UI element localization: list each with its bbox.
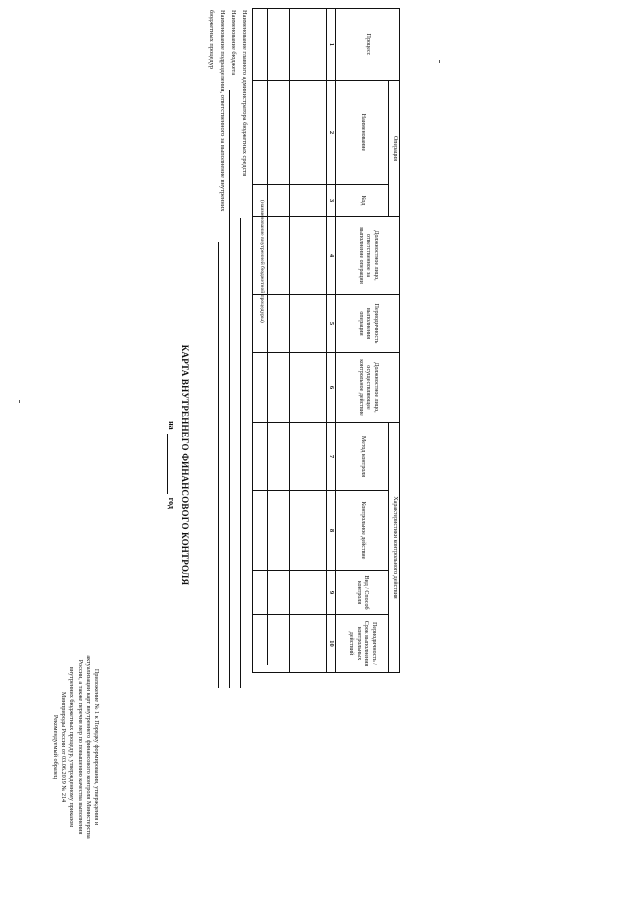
year-prefix: на (167, 421, 176, 430)
header-row-groups (389, 9, 400, 673)
year-blank (167, 434, 176, 494)
table-cell[interactable] (253, 81, 290, 185)
col-process: Процесс (336, 9, 400, 81)
col-operation-frequency: Периодичность выполнения операции (336, 295, 400, 353)
table-cell[interactable] (253, 571, 290, 615)
year-line (167, 300, 176, 630)
appendix-sample-label: Рекомендуемый образец (51, 714, 59, 780)
appendix-line: внутренних бюджетных процедур, утвержденному приказом (68, 666, 76, 828)
division-line (218, 242, 219, 688)
table-cell[interactable] (253, 615, 290, 673)
scan-speck (19, 400, 20, 403)
table-cell[interactable] (253, 217, 290, 295)
table-cell[interactable] (290, 295, 327, 353)
group-operation: Операция (389, 81, 400, 217)
group-control-characteristics: Характеристики контрольного действия (389, 423, 400, 673)
table-cell[interactable] (253, 295, 290, 353)
table-cell[interactable] (290, 81, 327, 185)
table-cell[interactable] (253, 423, 290, 491)
admin-field (239, 10, 250, 710)
table-cell[interactable] (253, 491, 290, 571)
division-field (217, 10, 228, 710)
header-fields (206, 10, 250, 710)
column-number: 9 (327, 571, 336, 615)
title-block (167, 300, 190, 630)
budget-label: Наименование бюджета (230, 10, 237, 76)
column-number: 10 (327, 615, 336, 673)
column-number: 2 (327, 81, 336, 185)
col-control-type: Вид / Способ контроля (336, 571, 389, 615)
col-responsible-person: Должностное лицо, ответственное за выполнение операции (336, 217, 400, 295)
column-number: 7 (327, 423, 336, 491)
table-row (253, 9, 290, 673)
procedure-caption: (наименование внутренней бюджетной процедуры) (259, 200, 265, 323)
appendix-line: Минприроды России от 03.06.2019 № 214 (60, 691, 68, 803)
column-number: 4 (327, 217, 336, 295)
document-title: КАРТА ВНУТРЕННЕГО ФИНАНСОВОГО КОНТРОЛЯ (180, 344, 190, 586)
column-number: 3 (327, 185, 336, 217)
table-cell[interactable] (290, 9, 327, 81)
column-numbers-row (327, 9, 336, 673)
admin-line (240, 218, 241, 688)
table-cell[interactable] (290, 353, 327, 423)
scan-speck (439, 60, 440, 63)
table-cell[interactable] (253, 185, 290, 217)
appendix-line: России, а также перечня мер по повышению качества выполнения (76, 659, 84, 835)
table-row (290, 9, 327, 673)
col-control-person: Должностное лицо, осуществляющее контрольное действие (336, 353, 400, 423)
col-control-method: Метод контроля (336, 423, 389, 491)
division-label-1: Наименование подразделения, ответственного за выполнение внутренних (219, 10, 226, 212)
column-number: 1 (327, 9, 336, 81)
control-map-table (253, 8, 401, 673)
table-cell[interactable] (290, 571, 327, 615)
table-cell[interactable] (290, 423, 327, 491)
year-suffix: год (167, 497, 176, 509)
column-number: 5 (327, 295, 336, 353)
col-operation-code: Код (336, 185, 389, 217)
col-operation-name: Наименование (336, 81, 389, 185)
table-cell[interactable] (290, 217, 327, 295)
table-cell[interactable] (290, 491, 327, 571)
col-control-action: Контрольное действие (336, 491, 389, 571)
budget-line (229, 90, 230, 688)
appendix-note (51, 617, 100, 877)
table-cell[interactable] (253, 9, 290, 81)
admin-label: Наименование главного администратора бюджетных средств (241, 10, 248, 177)
column-number: 8 (327, 491, 336, 571)
table-cell[interactable] (290, 615, 327, 673)
col-control-deadline: Периодичность / Срок выполнения контрольных действий (336, 615, 389, 673)
column-number: 6 (327, 353, 336, 423)
division-field-cont (206, 10, 217, 710)
appendix-line: актуализации карт внутреннего финансового контроля Министерства (84, 655, 92, 839)
division-label-2: бюджетных процедур (208, 10, 215, 70)
table-cell[interactable] (290, 185, 327, 217)
table-cell[interactable] (253, 353, 290, 423)
appendix-line: Приложение № 1 к Порядку формирования, утверждения и (93, 668, 100, 826)
budget-field (228, 10, 239, 710)
